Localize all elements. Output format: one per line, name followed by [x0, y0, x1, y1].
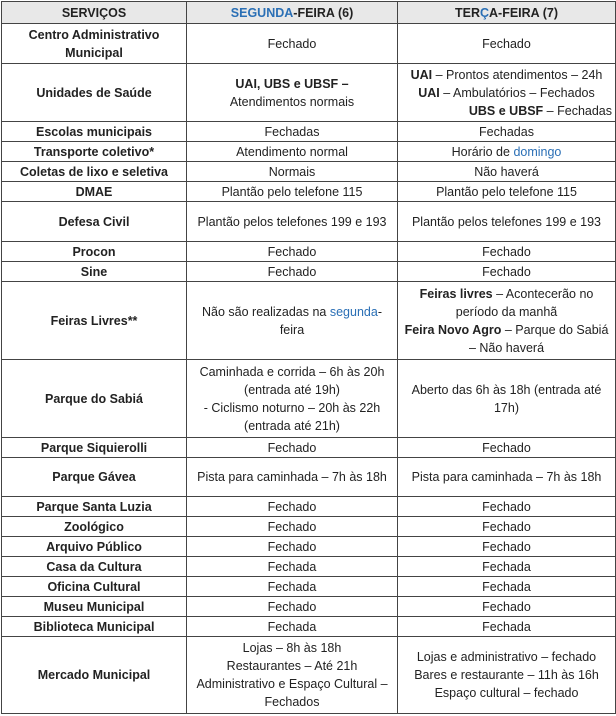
- service-cell: Museu Municipal: [2, 597, 187, 617]
- tuesday-cell: Fechado: [398, 242, 616, 262]
- monday-cell: [187, 360, 398, 438]
- tuesday-text: – Fechadas: [543, 103, 612, 118]
- table-row: [2, 122, 616, 142]
- monday-cell: [187, 64, 398, 122]
- service-cell: Mercado Municipal: [2, 637, 187, 714]
- monday-cell: Fechado: [187, 24, 398, 64]
- tuesday-bold: UAI: [410, 67, 433, 82]
- tuesday-bold: Feiras livres: [419, 286, 493, 301]
- monday-cell: Fechado: [187, 597, 398, 617]
- tuesday-cell: Fechada: [398, 577, 616, 597]
- monday-line: Restaurantes – Até 21h: [226, 659, 358, 673]
- monday-cell: [187, 282, 398, 360]
- header-monday-rest: -FEIRA (6): [293, 5, 354, 20]
- tuesday-cell: Aberto das 6h às 18h (entrada até 17h): [398, 360, 616, 438]
- tuesday-bold: Feira Novo Agro: [404, 322, 502, 337]
- service-cell: Arquivo Público: [2, 537, 187, 557]
- tuesday-cell: Fechado: [398, 438, 616, 458]
- monday-cell: Normais: [187, 162, 398, 182]
- monday-cell: Fechado: [187, 517, 398, 537]
- service-cell: Procon: [2, 242, 187, 262]
- header-tuesday-rest: A-FEIRA (7): [489, 5, 558, 20]
- monday-line: UAI, UBS e UBSF –: [235, 76, 349, 91]
- monday-cell: Plantão pelo telefone 115: [187, 182, 398, 202]
- table-header-row: [2, 2, 616, 24]
- monday-cell: Fechadas: [187, 122, 398, 142]
- table-row: [2, 517, 616, 537]
- service-cell: Coletas de lixo e seletiva: [2, 162, 187, 182]
- service-cell: Parque Gávea: [2, 458, 187, 497]
- tuesday-cell: [398, 142, 616, 162]
- table-row: [2, 577, 616, 597]
- tuesday-cell: Fechado: [398, 262, 616, 282]
- tuesday-cell: Fechado: [398, 517, 616, 537]
- tuesday-cell: Pista para caminhada – 7h às 18h: [398, 458, 616, 497]
- segunda-link[interactable]: segunda: [329, 304, 378, 319]
- table-row: [2, 360, 616, 438]
- table-row: [2, 637, 616, 714]
- monday-cell: Fechada: [187, 557, 398, 577]
- table-row: [2, 64, 616, 122]
- service-cell: DMAE: [2, 182, 187, 202]
- tuesday-bold: UAI: [418, 85, 440, 100]
- service-cell: Unidades de Saúde: [2, 64, 187, 122]
- tuesday-cell: Plantão pelos telefones 199 e 193: [398, 202, 616, 242]
- service-cell: Sine: [2, 262, 187, 282]
- header-services: SERVIÇOS: [2, 2, 187, 24]
- table-row: [2, 282, 616, 360]
- table-row: [2, 182, 616, 202]
- tuesday-cell: Fechado: [398, 497, 616, 517]
- monday-cell: Fechada: [187, 617, 398, 637]
- service-cell: Centro Administrativo Municipal: [2, 24, 187, 64]
- monday-line: - Ciclismo noturno – 20h às 22h (entrada até 21h): [203, 400, 381, 433]
- tuesday-cell: Fechado: [398, 597, 616, 617]
- table-row: [2, 262, 616, 282]
- monday-line: Caminhada e corrida – 6h às 20h (entrada até 19h): [199, 364, 385, 397]
- table-row: [2, 497, 616, 517]
- table-row: [2, 242, 616, 262]
- header-monday-accent: SEGUNDA: [230, 5, 294, 20]
- tuesday-cell: Plantão pelo telefone 115: [398, 182, 616, 202]
- monday-cell: Fechado: [187, 497, 398, 517]
- service-cell: Parque do Sabiá: [2, 360, 187, 438]
- table-row: [2, 537, 616, 557]
- tuesday-bold: UBS e UBSF: [468, 103, 544, 118]
- monday-cell: Fechado: [187, 262, 398, 282]
- monday-cell: Fechada: [187, 577, 398, 597]
- domingo-link[interactable]: domingo: [513, 144, 562, 159]
- tuesday-line: Lojas e administrativo – fechado: [416, 650, 597, 664]
- table-row: [2, 557, 616, 577]
- service-cell: Parque Santa Luzia: [2, 497, 187, 517]
- table-row: [2, 617, 616, 637]
- service-cell: Zoológico: [2, 517, 187, 537]
- service-cell: Escolas municipais: [2, 122, 187, 142]
- tuesday-line: Bares e restaurante – 11h às 16h: [414, 668, 599, 682]
- tuesday-cell: [398, 637, 616, 714]
- monday-line: Lojas – 8h às 18h: [242, 641, 342, 655]
- tuesday-cell: [398, 64, 616, 122]
- monday-text: Não são realizadas na: [202, 304, 330, 319]
- table-row: [2, 597, 616, 617]
- monday-cell: Fechado: [187, 438, 398, 458]
- monday-text: -feira: [279, 304, 382, 337]
- monday-cell: Fechado: [187, 242, 398, 262]
- tuesday-cell: Fechado: [398, 537, 616, 557]
- table-row: [2, 24, 616, 64]
- tuesday-text: – Acontecerão no período da manhã: [455, 286, 594, 319]
- header-tuesday-a: TER: [454, 5, 480, 20]
- header-monday: [187, 2, 398, 24]
- tuesday-text: – Ambulatórios – Fechados: [439, 85, 595, 100]
- tuesday-cell: Não haverá: [398, 162, 616, 182]
- table-row: [2, 438, 616, 458]
- tuesday-cell: Fechado: [398, 24, 616, 64]
- table-row: [2, 142, 616, 162]
- monday-cell: Pista para caminhada – 7h às 18h: [187, 458, 398, 497]
- tuesday-text: Horário de: [451, 144, 514, 159]
- service-cell: Defesa Civil: [2, 202, 187, 242]
- service-cell: Oficina Cultural: [2, 577, 187, 597]
- table-row: [2, 458, 616, 497]
- services-table: [1, 1, 616, 714]
- service-cell: Biblioteca Municipal: [2, 617, 187, 637]
- tuesday-line: Espaço cultural – fechado: [434, 686, 579, 700]
- monday-cell: Atendimento normal: [187, 142, 398, 162]
- service-cell: Transporte coletivo*: [2, 142, 187, 162]
- monday-line: Administrativo e Espaço Cultural – Fechados: [196, 677, 388, 709]
- tuesday-cell: [398, 282, 616, 360]
- header-tuesday-accent: Ç: [479, 5, 490, 20]
- tuesday-text: – Parque do Sabiá – Não haverá: [468, 322, 609, 355]
- service-cell: Parque Siquierolli: [2, 438, 187, 458]
- tuesday-text: – Prontos atendimentos – 24h: [432, 67, 603, 82]
- service-cell: Casa da Cultura: [2, 557, 187, 577]
- header-tuesday: [398, 2, 616, 24]
- table-row: [2, 202, 616, 242]
- tuesday-cell: Fechada: [398, 617, 616, 637]
- monday-line: Atendimentos normais: [229, 94, 355, 109]
- monday-cell: Fechado: [187, 537, 398, 557]
- monday-cell: [187, 637, 398, 714]
- tuesday-cell: Fechada: [398, 557, 616, 577]
- service-cell: Feiras Livres**: [2, 282, 187, 360]
- monday-cell: Plantão pelos telefones 199 e 193: [187, 202, 398, 242]
- tuesday-cell: Fechadas: [398, 122, 616, 142]
- table-row: [2, 162, 616, 182]
